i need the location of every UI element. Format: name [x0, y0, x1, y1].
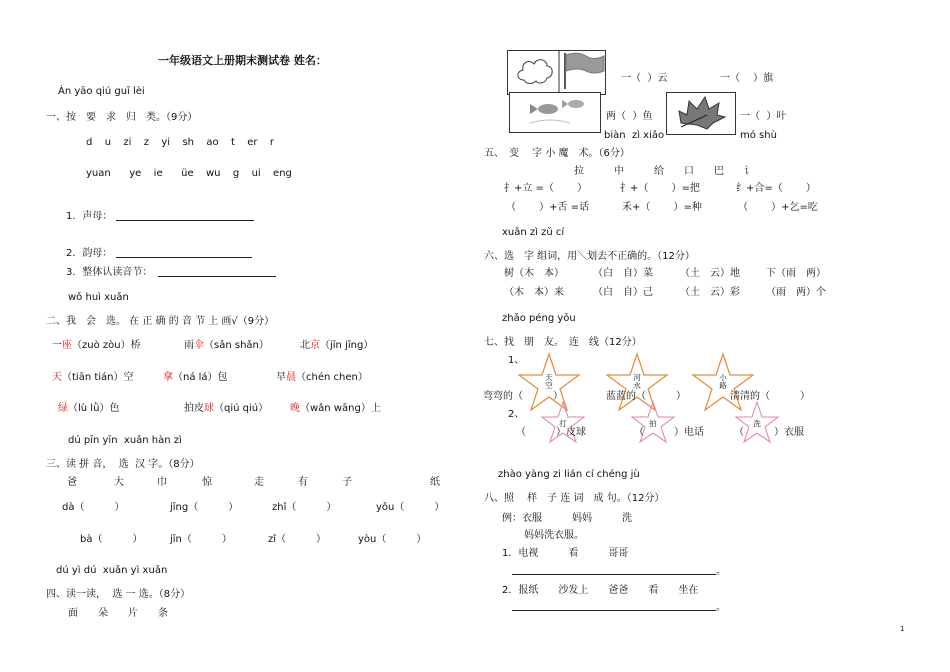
section6-item[interactable]: （雨 两）个: [766, 287, 826, 298]
section8-example: 例：衣服 妈妈 洗: [502, 513, 632, 524]
star-label: 河 水: [633, 373, 641, 390]
answer-line[interactable]: [512, 574, 716, 575]
section7-blank[interactable]: （ ）衣服: [734, 427, 804, 438]
section7-pinyin: zhǎo péng yǒu: [502, 313, 576, 324]
section5-pinyin: mó shù: [740, 130, 777, 141]
section1-letters-row1: d u zi z yi sh ao t er r: [86, 137, 274, 148]
section5-blank[interactable]: 扌+（ ）=把: [620, 183, 700, 194]
section4-options: 面 朵 片 条: [68, 608, 168, 619]
page-title: 一年级语文上册期末测试卷 姓名：: [158, 54, 327, 67]
picture-leaf: [666, 92, 736, 135]
choice-item: 晚（wǎn wāng）上: [290, 403, 381, 414]
section3-heading: 三、读 拼 音， 选 汉 字。（8分）: [46, 459, 200, 470]
section3-blank[interactable]: yǒu（ ）: [376, 502, 445, 513]
section4-pinyin: dú yì dú xuǎn yì xuǎn: [56, 565, 168, 576]
choice-item: 绿（lù lǜ）色: [58, 403, 120, 414]
choice-item: 一座（zuò zòu）桥: [52, 340, 141, 351]
choice-item: 天（tiān tián）空: [52, 372, 134, 383]
section3-char: 巾: [157, 477, 167, 488]
section3-char: 大: [114, 477, 124, 488]
star-label: 洗: [753, 419, 761, 428]
section7-blank[interactable]: （ ）皮球: [516, 427, 586, 438]
section1-q2: 2．韵母：: [66, 248, 113, 259]
section8-pinyin: zhào yàng zi lián cí chéng jù: [498, 469, 640, 480]
section1-q3: 3．整体认读音节：: [66, 267, 153, 278]
section4-r1a[interactable]: 一（ ）云: [621, 73, 668, 84]
section3-blank[interactable]: jīn（ ）: [170, 534, 232, 545]
section3-blank[interactable]: yòu（ ）: [358, 534, 427, 545]
section5-blank[interactable]: （ ）+舌 =话: [506, 202, 590, 213]
flag-icon: [560, 51, 605, 94]
section5-pinyin: biàn zì xiǎo: [604, 130, 665, 141]
section1-letters-row2: yuan ye ie üe wu g ui eng: [86, 168, 292, 179]
section1-pinyin: Àn yāo qiú guī lèi: [58, 86, 145, 97]
section7-n1: 1、: [508, 355, 525, 366]
section4-r2a[interactable]: 两（ ）鱼: [606, 111, 653, 122]
section3-char: 子: [342, 477, 352, 488]
section4-r1b[interactable]: 一（ ）旗: [720, 73, 774, 84]
star-label: 拍: [649, 419, 657, 428]
star-label: 天 空: [545, 373, 553, 390]
fish-icon: [510, 93, 600, 132]
section6-pinyin: xuǎn zì zǔ cí: [502, 227, 565, 238]
answer-line[interactable]: [116, 220, 254, 221]
answer-line[interactable]: [116, 257, 252, 258]
section5-blank[interactable]: 扌+立 =（ ）: [504, 183, 588, 194]
section3-blank[interactable]: zǐ（ ）: [268, 534, 327, 545]
star-card[interactable]: [630, 400, 676, 447]
section3-char: 纸: [430, 477, 440, 488]
section7-heading: 七、找 朋 友。 连 线（12分）: [484, 337, 642, 348]
section6-item[interactable]: （土 云）地: [680, 268, 740, 279]
section1-q1: 1．声母：: [66, 211, 113, 222]
section6-heading: 六、选 字 组词，用＼划去不正确的。（12分）: [484, 251, 695, 262]
section6-item[interactable]: （白 自）菜: [593, 268, 653, 279]
picture-fish: [509, 92, 601, 133]
choice-item: 北京（jīn jīng）: [300, 340, 374, 351]
section6-item[interactable]: （白 自）己: [593, 287, 653, 298]
section6-item[interactable]: 下（雨 两）: [766, 268, 826, 279]
section7-blank[interactable]: 弯弯的（ ）: [483, 391, 563, 402]
star-card[interactable]: [540, 400, 586, 447]
section3-char: 有: [298, 477, 308, 488]
section5-blank[interactable]: 纟+合=（ ）: [736, 183, 816, 194]
section5-blank[interactable]: 禾+（ ）=种: [622, 202, 702, 213]
section6-item[interactable]: （土 云）彩: [680, 287, 740, 298]
section8-q2: 2．报纸 沙发上 爸爸 看 坐在: [502, 585, 699, 596]
star-card[interactable]: [734, 400, 780, 447]
answer-line[interactable]: [158, 276, 276, 277]
section4-r2b[interactable]: 一（ ）叶: [740, 111, 787, 122]
page-number: 1: [900, 625, 905, 633]
section3-char: 走: [254, 477, 264, 488]
leaf-icon: [667, 93, 735, 134]
section3-blank[interactable]: dà（ ）: [62, 502, 125, 513]
section3-blank[interactable]: bà（ ）: [80, 534, 143, 545]
section1-heading: 一、按 要 求 归 类。（9分）: [46, 112, 198, 123]
choice-item: 拍皮球（qiú qiú）: [184, 403, 269, 414]
section7-blank[interactable]: 清清的（ ）: [730, 391, 810, 402]
section5-blank[interactable]: （ ）+乞=吃: [738, 202, 818, 213]
sentence-end: 。: [716, 602, 726, 613]
star-label: 打: [559, 419, 567, 428]
section7-blank[interactable]: （ ）电话: [634, 427, 704, 438]
sentence-end: 。: [716, 566, 726, 577]
section5-heading: 五、 变 字 小 魔 术。（6分）: [484, 148, 630, 159]
section3-char: 爸: [67, 477, 77, 488]
choice-item: 拿（ná lá）包: [163, 372, 228, 383]
section3-blank[interactable]: jīng（ ）: [170, 502, 239, 513]
section2-heading: 二、我 会 选。 在 正 确 的 音 节 上 画√（9分）: [46, 316, 275, 327]
section7-n2: 2、: [508, 409, 525, 420]
star-label: 小 路: [719, 373, 727, 390]
section5-chars: 拉 中 给 口 巴 讠: [574, 166, 754, 177]
choice-item: 早晨（chén chen）: [276, 372, 368, 383]
section6-item[interactable]: （木 本）来: [504, 287, 564, 298]
section8-answer: 妈妈洗衣服。: [524, 530, 584, 541]
section3-char: 惊: [202, 477, 212, 488]
choice-item: 雨伞（sǎn shǎn）: [184, 340, 269, 351]
section7-blank[interactable]: 蓝蓝的（ ）: [606, 391, 686, 402]
answer-line[interactable]: [512, 610, 716, 611]
section6-item[interactable]: 树（木 本）: [504, 268, 564, 279]
section3-pinyin: dú pīn yīn xuǎn hàn zì: [68, 435, 182, 446]
section8-heading: 八、照 样 子 连 词 成 句。（12分）: [484, 493, 665, 504]
section2-pinyin: wǒ huì xuǎn: [68, 292, 129, 303]
section8-q1: 1．电视 看 哥哥: [502, 548, 629, 559]
section3-blank[interactable]: zhǐ（ ）: [272, 502, 337, 513]
section4-heading: 四、读一读， 选 一 选。（8分）: [46, 589, 191, 600]
picture-cloud-flag: [507, 50, 606, 95]
